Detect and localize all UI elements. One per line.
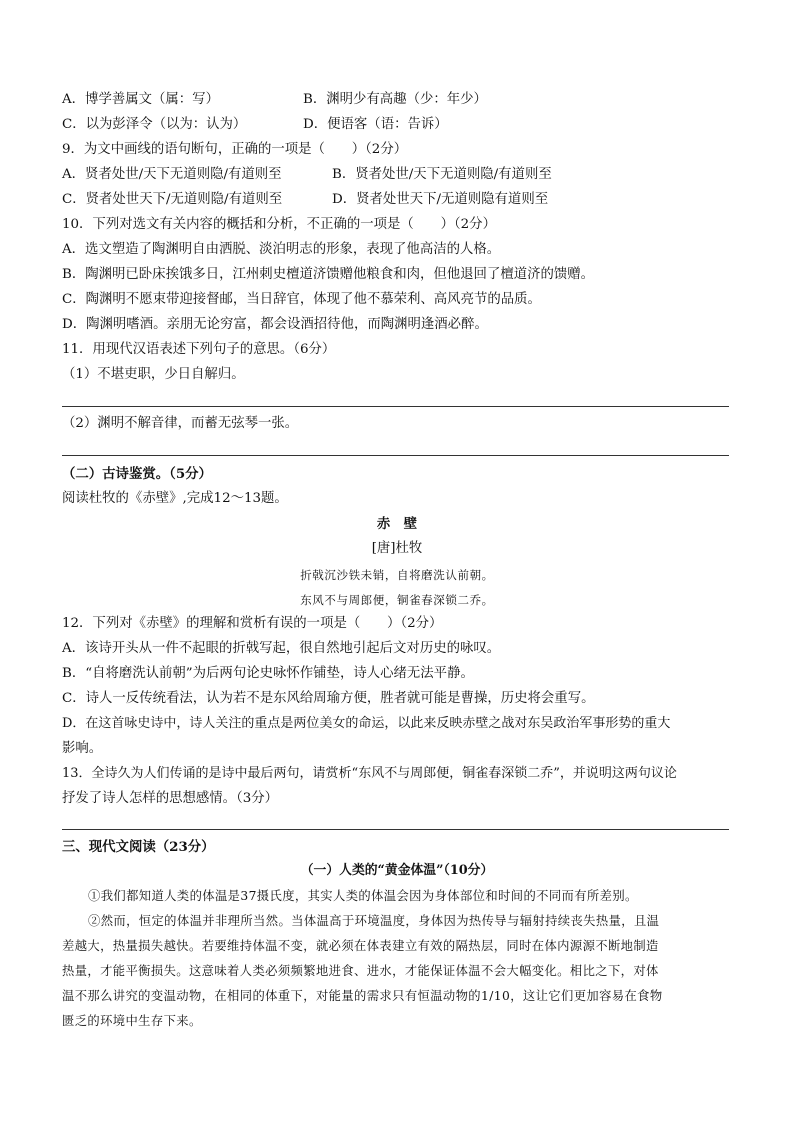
q10-option-a: A．选文塑造了陶渊明自由洒脱、淡泊明志的形象，表现了他高洁的人格。 <box>62 242 501 257</box>
q13-stem: 13．全诗久为人们传诵的是诗中最后两句，请赏析“东风不与周郎便，铜雀春深锁二乔”，并说明这两句议论 <box>62 766 677 781</box>
paragraph-2-line-2: 差越大，热量损失越快。若要维持体温不变，就必须在体表建立有效的隔热层，同时在体内源源不断地制造 <box>62 939 659 953</box>
q9-option-c: C．贤者处世天下/无道则隐/有道则至 <box>62 192 283 207</box>
section3-heading: 三、现代文阅读（23分） <box>62 839 215 855</box>
paragraph-1: ①我们都知道人类的体温是37摄氏度，其实人类的体温会因为身体部位和时间的不同而有所差别。 <box>88 889 638 903</box>
paragraph-2-line-3: 热量，才能平衡损失。这意味着人类必须频繁地进食、进水，才能保证体温不会大幅变化。相比之下，对体 <box>62 964 659 978</box>
poem-title: 赤 壁 <box>376 516 418 532</box>
q12-stem: 12．下列对《赤壁》的理解和赏析有误的一项是（ ）（2分） <box>62 616 443 631</box>
answer-line-1 <box>62 406 729 407</box>
q12-option-b: B．“自将磨洗认前朝”为后两句论史咏怀作铺垫，诗人心绪无法平静。 <box>62 666 474 681</box>
poem-section-heading: （二）古诗鉴赏。（5分） <box>62 466 212 482</box>
paragraph-2-line-1: ②然而，恒定的体温并非理所当然。当体温高于环境温度，身体因为热传导与辐射持续丧失热量，且温 <box>88 914 660 928</box>
q10-option-b: B．陶渊明已卧床挨饿多日，江州刺史檀道济馈赠他粮食和肉，但他退回了檀道济的馈赠。 <box>62 267 595 282</box>
q11-sentence-1: （1）不堪吏职，少日自解归。 <box>62 367 245 382</box>
q10-option-d: D．陶渊明嗜酒。亲朋无论穷富，都会设酒招待他，而陶渊明逢酒必醉。 <box>62 317 488 332</box>
q9-stem: 9．为文中画线的语句断句，正确的一项是（ ）（2分） <box>62 142 408 157</box>
q10-option-c: C．陶渊明不愿束带迎接督邮，当日辞官，体现了他不慕荣利、高风亮节的品质。 <box>62 292 541 307</box>
paragraph-2-line-5: 匮乏的环境中生存下来。 <box>62 1014 202 1028</box>
q9-option-d: D．贤者处世天下/无道则隐有道则至 <box>332 192 549 207</box>
poem-line-1: 折戟沉沙铁未销，自将磨洗认前朝。 <box>300 568 494 582</box>
q12-option-c: C．诗人一反传统看法，认为若不是东风给周瑜方便，胜者就可能是曹操，历史将会重写。 <box>62 691 595 706</box>
q10-stem: 10．下列对选文有关内容的概括和分析，不正确的一项是（ ）（2分） <box>62 217 496 232</box>
answer-line-2 <box>62 455 729 456</box>
poem-author: [唐]杜牧 <box>371 541 423 556</box>
poem-intro: 阅读杜牧的《赤壁》,完成12～13题。 <box>62 491 288 506</box>
q12-option-a: A．该诗开头从一件不起眼的折戟写起，很自然地引起后文对历史的咏叹。 <box>62 641 501 656</box>
q9-option-a: A．贤者处世/天下无道则隐/有道则至 <box>62 167 282 182</box>
q12-option-d-cont: 影响。 <box>62 741 103 756</box>
q8-option-d: D．便语客（语：告诉） <box>303 117 448 132</box>
q11-sentence-2: （2）渊明不解音律，而蓄无弦琴一张。 <box>62 416 299 431</box>
q9-option-b: B．贤者处世/天下无道则隐/有道则至 <box>332 167 552 182</box>
paragraph-2-line-4: 温不那么讲究的变温动物，在相同的体重下，对能量的需求只有恒温动物的1/10，这让它们更加容易在食物 <box>62 989 663 1003</box>
q8-option-b: B．渊明少有高趣（少：年少） <box>303 92 487 107</box>
q11-stem: 11．用现代汉语表述下列句子的意思。（6分） <box>62 342 336 357</box>
q12-option-d: D．在这首咏史诗中，诗人关注的重点是两位美女的命运，以此来反映赤壁之战对东吴政治军事形势的重大 <box>62 716 671 731</box>
q8-option-c: C．以为彭泽令（以为：认为） <box>62 117 247 132</box>
q8-option-a: A．博学善属文（属：写） <box>62 92 219 107</box>
section3-subheading: （一）人类的“黄金体温”（10分） <box>300 863 494 878</box>
section-divider <box>62 829 729 830</box>
q13-stem-cont: 抒发了诗人怎样的思想感情。（3分） <box>62 791 279 806</box>
poem-line-2: 东风不与周郎便，铜雀春深锁二乔。 <box>300 593 494 607</box>
